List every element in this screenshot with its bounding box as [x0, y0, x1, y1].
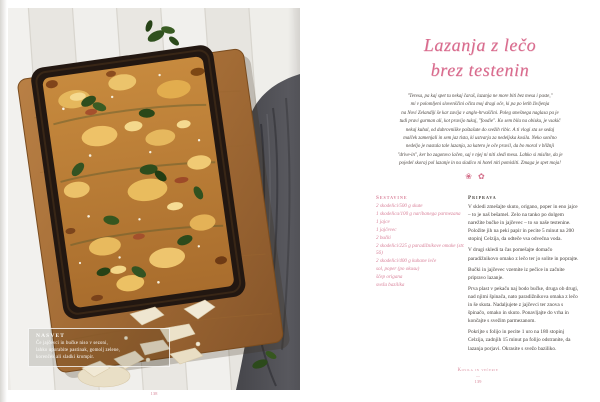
- tip-box: [28, 328, 170, 367]
- recipe-title-line2: brez testenin: [430, 60, 530, 80]
- intro-line: malček zamenjali in sem jaz tista, ki ustvarja za nedeljska kosila. Neko sončno: [403, 136, 557, 142]
- floral-ornaments: [378, 172, 578, 181]
- tip-line: Če jajčevci in bučke niso v sezoni,: [36, 341, 108, 346]
- preparation-label: Priprava: [468, 195, 497, 201]
- ingredient-item: 2 skodelici/225 g paradižnikove omake (str. 56): [376, 242, 465, 257]
- ingredient-item: 2 skodelici/400 g kuhane leče: [376, 258, 437, 265]
- ingredient-item: sveža bazilika: [376, 282, 405, 289]
- ingredients-column: [376, 195, 466, 290]
- right-page-number: 139: [474, 379, 482, 384]
- intro-line: pojedel skoraj pol lazanje in na sladico ni hotel niti pomisliti. Zmaga je spet moja!: [399, 161, 561, 167]
- flower-ornament-icon: ❀: [465, 172, 478, 181]
- tip-label: NASVET: [36, 333, 66, 339]
- recipe-intro: [375, 93, 585, 169]
- page-edge-shadow: [0, 0, 7, 402]
- intro-line: "drive-in", ker bo zagotovo lačen, saj v njej ni niti sledi mesa. Lahko si mislite, da je: [397, 152, 563, 158]
- ingredient-item: 2 skodelici/500 g skute: [376, 203, 423, 209]
- preparation-column: [468, 195, 580, 356]
- intro-line: nekaj kuhal, od dubrovniške paštašute do svežih ribic. A ti vlogi sta se sedaj: [405, 127, 555, 133]
- flower-ornament-icon: ✿: [478, 172, 491, 181]
- ingredient-item: 1 skodelica/100 g naribanega parmezana: [376, 210, 461, 217]
- preparation-paragraph: Bučki in jajčevec vzemite iz pečice in začnite pripravo lazanje.: [468, 266, 565, 281]
- intro-line: "Teresa, pa kaj spet tu nekaj čaraš, lazanja ne more biti bez mesa i paste,": [407, 94, 553, 99]
- food-photo: [8, 8, 300, 390]
- intro-line: mi v polomljeni slovenščini očita moj dragi oče, ki pa po letih življenja: [410, 102, 550, 108]
- preparation-paragraph: Prva plast v pekaču naj bodo bučke, druga ob drugi, nad njimi špinača, nato paradižnikova omaka z lečo in še skuta. Nadaljujete z jajčevci ter znova s špinačo, omako in skuto. Ponavljajte do vrha in končajte s svežim parmezanom.: [468, 285, 579, 325]
- footer-divider: —: [476, 373, 480, 378]
- ingredient-item: 2 bučki: [376, 234, 391, 241]
- recipe-title: [360, 33, 600, 83]
- ingredient-item: 1 jajčevec: [376, 226, 397, 233]
- preparation-paragraph: V skledi zmešajte skuto, origano, poper in eno jajce – to je naš bešamel. Zelo na tanko po dolgem narežite bučke in jajčevec – to so naše testenine. Položite jih na peki papir in pecite 5 minut na 200 stopinj Celzija, da odteče vsa odvečna voda.: [468, 204, 578, 243]
- tip-line: lahko uporabite pastinak, gomolj zelene,: [36, 347, 121, 353]
- ingredient-item: 1 jajce: [376, 218, 390, 225]
- intro-line: na Novi Zelandiji še kar zavija v anglo-hrvaščini. Poleg smešnega naglasa pa je: [401, 110, 559, 116]
- intro-line: tudi pravi gurman ali, kot pravijo tukaj, "foodie". Ko sem bila na obisku, je vsakič: [399, 119, 561, 125]
- ingredient-item: sol, poper (po okusu): [376, 266, 420, 273]
- ingredient-item: ščep origana: [376, 274, 403, 281]
- intro-line: nedeljo je nastala tale lazanja, za katero je oče pravil, da bo moral v bližnji: [405, 144, 555, 150]
- ingredients-label: Sestavine: [376, 195, 408, 201]
- recipe-title-line1: Lazanja z lečo: [423, 35, 537, 55]
- preparation-paragraph: Pokrijte s folijo in pecite 1 uro na 180 stopinj Celzija, zadnjih 15 minut pa folijo odstranite, da lazanja porjavi. Okrasite s svežo baziliko.: [468, 329, 571, 352]
- page-footer: [378, 368, 578, 384]
- chapter-label: Kosila in večerje: [457, 368, 499, 373]
- left-page-number: 138: [150, 391, 158, 396]
- tip-line: korenček ali sladki krompir.: [36, 354, 95, 360]
- recipe-page: [300, 0, 600, 402]
- preparation-paragraph: V drugi skledi ta čas pomešajte domačo paradižnikovo omako z lečo ter jo solite in poprajte.: [468, 247, 579, 262]
